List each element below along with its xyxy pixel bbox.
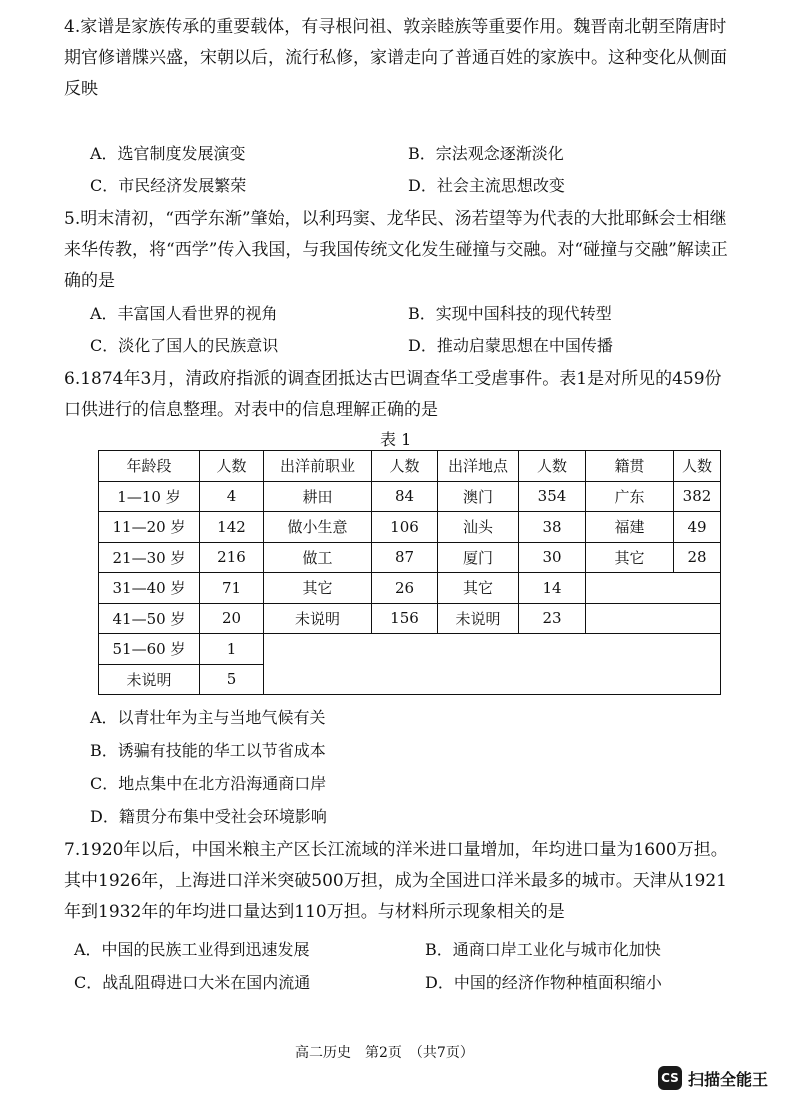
question-5 [64, 204, 736, 297]
empty-merged-cell [264, 634, 721, 695]
question-6-stem: 6.1874年3月，清政府指派的调查团抵达古巴调查华工受虐事件。表1是对所见的459份口供进行的信息整理。对表中的信息理解正确的是 [64, 369, 722, 420]
table-cell: 156 [372, 603, 438, 634]
header-cell: 出洋前职业 [264, 451, 372, 482]
table-row [99, 481, 721, 512]
scanner-logo [658, 1066, 768, 1090]
q6-option-c: C．地点集中在北方沿海通商口岸 [90, 774, 327, 793]
table-cell: 厦门 [438, 542, 519, 573]
question-7-stem: 7.1920年以后，中国米粮主产区长江流域的洋米进口量增加，年均进口量为1600万担。其中1926年，上海进口洋米突破500万担，成为全国进口洋米最多的城市。天津从1921年到1932年的年均进口量达到110万担。与材料所示现象相关的是 [64, 840, 728, 922]
table-cell: 汕头 [438, 512, 519, 543]
q4-option-a: A．选官制度发展演变 [90, 144, 246, 163]
empty-cell [586, 573, 721, 604]
table-row [99, 512, 721, 543]
table-cell: 31—40 岁 [99, 573, 200, 604]
scanner-logo-text: 扫描全能王 [688, 1069, 769, 1089]
table-cell: 4 [200, 481, 264, 512]
q6-option-d: D．籍贯分布集中受社会环境影响 [90, 807, 327, 826]
table-cell: 26 [372, 573, 438, 604]
scanner-logo-icon: CS [658, 1066, 682, 1090]
table-row [99, 603, 721, 634]
table-cell: 354 [519, 481, 586, 512]
table-cell: 做工 [264, 542, 372, 573]
table-cell: 其它 [586, 542, 674, 573]
table-cell: 142 [200, 512, 264, 543]
header-cell: 籍贯 [586, 451, 674, 482]
table-header-row [99, 451, 721, 482]
table-cell: 1—10 岁 [99, 481, 200, 512]
q5-option-b: B．实现中国科技的现代转型 [408, 304, 612, 323]
q6-option-a: A．以青壮年为主与当地气候有关 [90, 708, 326, 727]
table-row [99, 542, 721, 573]
header-cell: 年龄段 [99, 451, 200, 482]
table-cell: 耕田 [264, 481, 372, 512]
table-cell: 41—50 岁 [99, 603, 200, 634]
page-footer: 高二历史 第2页 （共7页） [295, 1045, 474, 1061]
q4-option-b: B．宗法观念逐渐淡化 [408, 144, 564, 163]
table-cell: 未说明 [264, 603, 372, 634]
table-cell: 51—60 岁 [99, 634, 200, 665]
header-cell: 人数 [372, 451, 438, 482]
table-cell: 未说明 [438, 603, 519, 634]
question-6 [64, 364, 736, 426]
header-cell: 人数 [519, 451, 586, 482]
table-cell: 38 [519, 512, 586, 543]
header-cell: 人数 [674, 451, 721, 482]
table-cell: 5 [200, 664, 264, 695]
header-cell: 人数 [200, 451, 264, 482]
table-cell: 87 [372, 542, 438, 573]
table-cell: 其它 [264, 573, 372, 604]
header-cell: 出洋地点 [438, 451, 519, 482]
table-cell: 其它 [438, 573, 519, 604]
table-row [99, 634, 721, 665]
table-cell: 未说明 [99, 664, 200, 695]
q7-option-c: C．战乱阻碍进口大米在国内流通 [74, 973, 311, 992]
question-7 [64, 835, 736, 928]
q5-option-d: D．推动启蒙思想在中国传播 [408, 336, 613, 355]
table-row [99, 573, 721, 604]
table-cell: 14 [519, 573, 586, 604]
table-cell: 23 [519, 603, 586, 634]
table-cell: 11—20 岁 [99, 512, 200, 543]
table-cell: 澳门 [438, 481, 519, 512]
q6-option-b: B．诱骗有技能的华工以节省成本 [90, 741, 326, 760]
q4-option-d: D．社会主流思想改变 [408, 176, 565, 195]
table-caption: 表 1 [380, 430, 412, 449]
empty-cell [586, 603, 721, 634]
table-cell: 28 [674, 542, 721, 573]
q7-option-b: B．通商口岸工业化与城市化加快 [425, 940, 661, 959]
table-cell: 216 [200, 542, 264, 573]
question-4 [64, 12, 736, 105]
table-cell: 福建 [586, 512, 674, 543]
table-cell: 1 [200, 634, 264, 665]
table-cell: 20 [200, 603, 264, 634]
table-cell: 71 [200, 573, 264, 604]
q5-option-c: C．淡化了国人的民族意识 [90, 336, 279, 355]
table-cell: 30 [519, 542, 586, 573]
table-cell: 84 [372, 481, 438, 512]
table-cell: 做小生意 [264, 512, 372, 543]
q4-option-c: C．市民经济发展繁荣 [90, 176, 247, 195]
q7-option-d: D．中国的经济作物种植面积缩小 [425, 973, 662, 992]
question-5-stem: 5.明末清初，“西学东渐”肇始，以利玛窦、龙华民、汤若望等为代表的大批耶稣会士相继来华传教，将“西学”传入我国，与我国传统文化发生碰撞与交融。对“碰撞与交融”解读正确的是 [64, 209, 728, 291]
table-cell: 382 [674, 481, 721, 512]
q7-option-a: A．中国的民族工业得到迅速发展 [74, 940, 310, 959]
table-cell: 106 [372, 512, 438, 543]
question-4-stem: 4.家谱是家族传承的重要载体，有寻根问祖、敦亲睦族等重要作用。魏晋南北朝至隋唐时期官修谱牒兴盛，宋朝以后，流行私修，家谱走向了普通百姓的家族中。这种变化从侧面反映 [64, 17, 727, 99]
table-cell: 49 [674, 512, 721, 543]
info-table [98, 450, 721, 695]
table-cell: 广东 [586, 481, 674, 512]
q5-option-a: A．丰富国人看世界的视角 [90, 304, 278, 323]
table-cell: 21—30 岁 [99, 542, 200, 573]
